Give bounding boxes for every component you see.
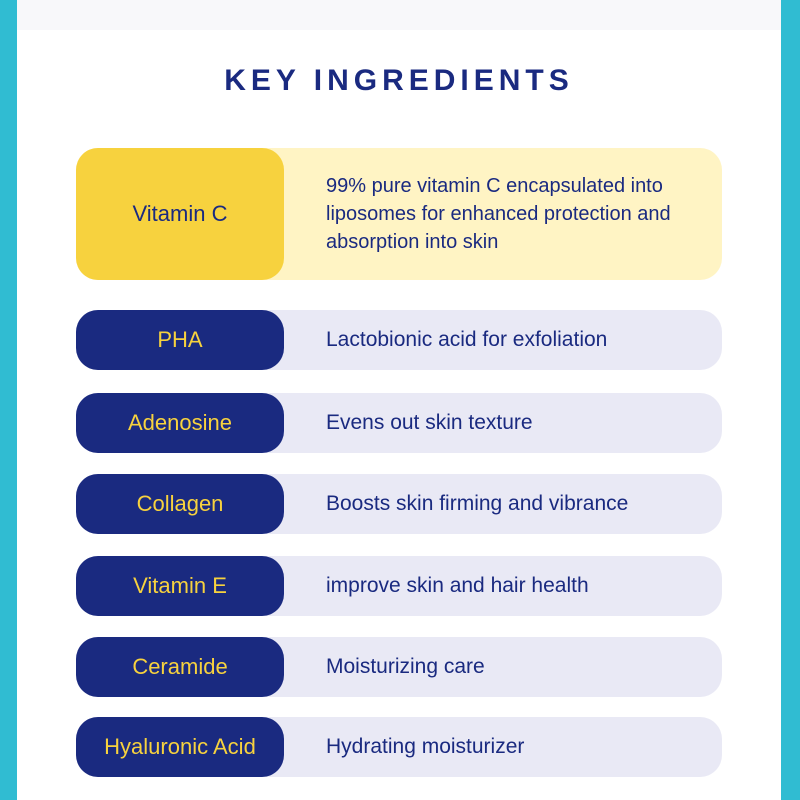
ingredient-description: Lactobionic acid for exfoliation xyxy=(326,328,608,351)
ingredient-description: Moisturizing care xyxy=(326,655,485,678)
ingredient-row-adenosine xyxy=(76,393,722,453)
ingredient-description: Boosts skin firming and vibrance xyxy=(326,492,629,515)
ingredient-name: Vitamin E xyxy=(76,556,284,616)
ingredient-row-pha xyxy=(76,310,722,370)
ingredient-name: PHA xyxy=(76,310,284,370)
ingredient-name: Vitamin C xyxy=(76,148,284,280)
section-title: KEY INGREDIENTS xyxy=(224,64,574,97)
ingredient-name: Ceramide xyxy=(76,637,284,697)
ingredients-panel xyxy=(17,0,781,800)
ingredient-description: Hydrating moisturizer xyxy=(326,735,525,758)
ingredient-row-vitamin-c xyxy=(76,148,722,280)
ingredient-row-collagen xyxy=(76,474,722,534)
top-band xyxy=(17,0,781,30)
ingredient-description: 99% pure vitamin C encapsulated into liposomes for enhanced protection and absorption into skin xyxy=(326,175,671,253)
ingredient-name: Adenosine xyxy=(76,393,284,453)
ingredient-name: Hyaluronic Acid xyxy=(76,717,284,777)
ingredient-name: Collagen xyxy=(76,474,284,534)
ingredient-description: improve skin and hair health xyxy=(326,574,589,597)
ingredient-description: Evens out skin texture xyxy=(326,411,533,434)
ingredient-row-ceramide xyxy=(76,637,722,697)
ingredient-row-hyaluronic-acid xyxy=(76,717,722,777)
ingredient-row-vitamin-e xyxy=(76,556,722,616)
